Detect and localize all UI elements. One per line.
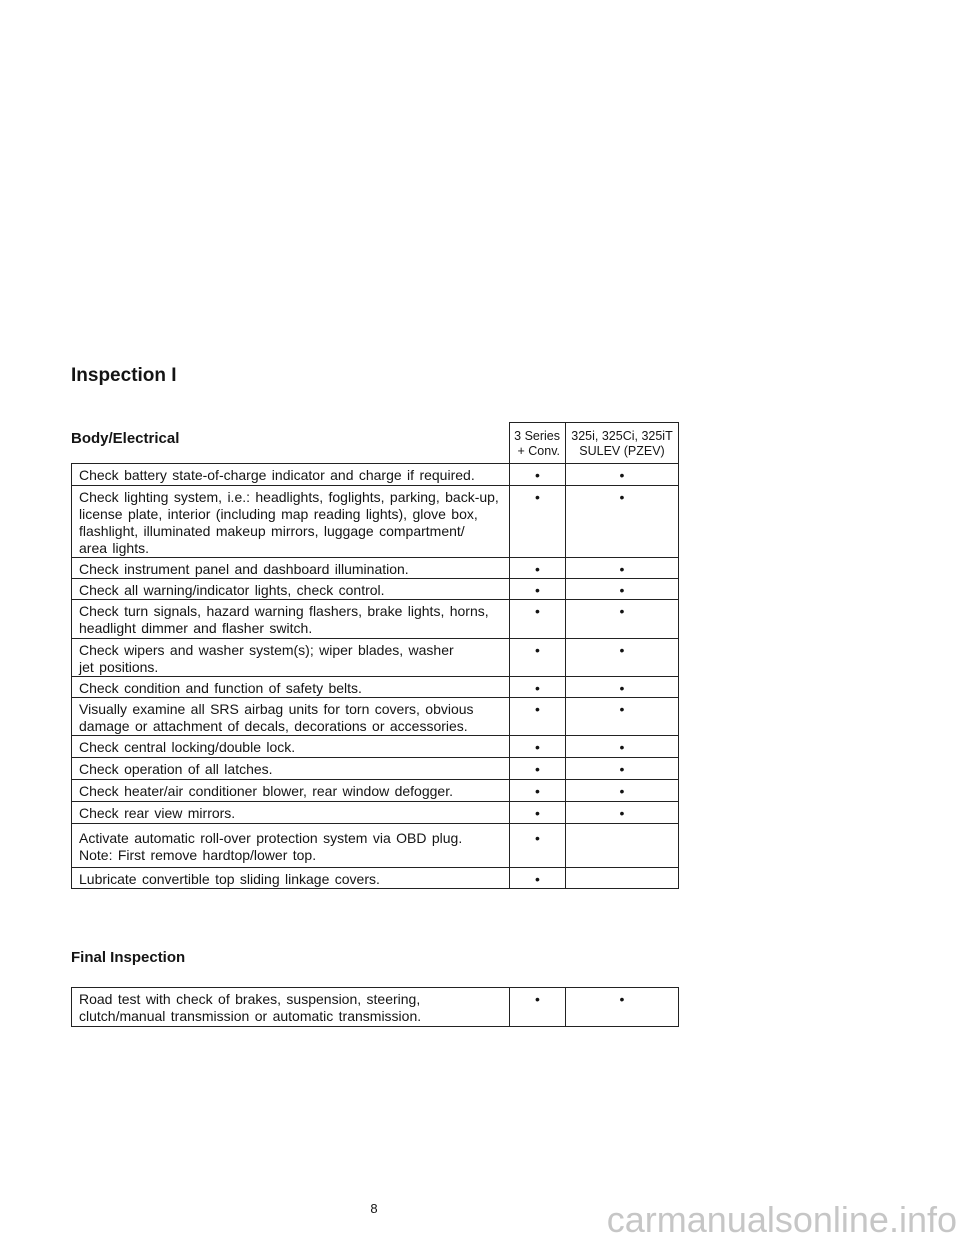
table-row bbox=[72, 824, 679, 868]
check-item-text: Check operation of all latches. bbox=[72, 758, 510, 780]
series3-mark: • bbox=[510, 780, 566, 802]
series3-mark: • bbox=[510, 579, 566, 600]
column-header-line: 3 Series bbox=[514, 429, 560, 443]
sulev-mark: • bbox=[566, 780, 679, 802]
column-header-line: SULEV (PZEV) bbox=[579, 444, 665, 458]
check-item-text: Check battery state-of-charge indicator and charge if required. bbox=[72, 464, 510, 486]
check-item-text: Check all warning/indicator lights, check control. bbox=[72, 579, 510, 600]
sulev-mark bbox=[566, 824, 679, 868]
series3-mark: • bbox=[510, 677, 566, 698]
page-title: Inspection I bbox=[71, 365, 177, 386]
sulev-mark: • bbox=[566, 677, 679, 698]
sulev-mark: • bbox=[566, 558, 679, 579]
series3-mark: • bbox=[510, 558, 566, 579]
check-item-text: Check condition and function of safety belts. bbox=[72, 677, 510, 698]
body-electrical-table bbox=[71, 463, 679, 889]
column-header-box bbox=[509, 422, 679, 463]
table-row bbox=[72, 758, 679, 780]
table-row bbox=[72, 639, 679, 677]
column-header-3-series bbox=[510, 423, 566, 463]
table-row bbox=[72, 579, 679, 600]
check-item-text: Check lighting system, i.e.: headlights, foglights, parking, back-up, license plate, interior (including map reading lights), glove box, flashlight, illuminated makeup mirrors, luggage compartment/ area lights. bbox=[72, 486, 510, 558]
sulev-mark: • bbox=[566, 639, 679, 677]
final-inspection-table bbox=[71, 987, 679, 1027]
watermark: carmanualsonline.info bbox=[606, 1199, 957, 1240]
check-item-text: Check turn signals, hazard warning flashers, brake lights, horns, headlight dimmer and flasher switch. bbox=[72, 600, 510, 639]
series3-mark: • bbox=[510, 639, 566, 677]
sulev-mark: • bbox=[566, 464, 679, 486]
column-header-line: 325i, 325Ci, 325iT bbox=[571, 429, 673, 443]
check-item-text: Visually examine all SRS airbag units for torn covers, obvious damage or attachment of decals, decorations or accessories. bbox=[72, 698, 510, 736]
series3-mark: • bbox=[510, 464, 566, 486]
check-item-text: Activate automatic roll-over protection system via OBD plug. Note: First remove hardtop/lower top. bbox=[72, 824, 510, 868]
column-header-sulev bbox=[566, 423, 679, 463]
series3-mark: • bbox=[510, 736, 566, 758]
check-item-text: Road test with check of brakes, suspension, steering, clutch/manual transmission or automatic transmission. bbox=[72, 988, 510, 1027]
series3-mark: • bbox=[510, 486, 566, 558]
sulev-mark: • bbox=[566, 698, 679, 736]
table-row bbox=[72, 868, 679, 889]
table-row bbox=[72, 600, 679, 639]
column-header-line: + Conv. bbox=[517, 444, 560, 458]
page-number: 8 bbox=[370, 1201, 378, 1216]
check-item-text: Check rear view mirrors. bbox=[72, 802, 510, 824]
series3-mark: • bbox=[510, 802, 566, 824]
sulev-mark: • bbox=[566, 579, 679, 600]
check-item-text: Check heater/air conditioner blower, rear window defogger. bbox=[72, 780, 510, 802]
sulev-mark: • bbox=[566, 802, 679, 824]
series3-mark: • bbox=[510, 868, 566, 889]
series3-mark: • bbox=[510, 758, 566, 780]
series3-mark: • bbox=[510, 600, 566, 639]
table-row bbox=[72, 736, 679, 758]
sulev-mark: • bbox=[566, 988, 679, 1027]
section-heading-final-inspection: Final Inspection bbox=[71, 949, 186, 966]
table-row bbox=[72, 988, 679, 1027]
series3-mark: • bbox=[510, 988, 566, 1027]
sulev-mark bbox=[566, 868, 679, 889]
table-row bbox=[72, 780, 679, 802]
table-row bbox=[72, 677, 679, 698]
series3-mark: • bbox=[510, 698, 566, 736]
table-row bbox=[72, 698, 679, 736]
table-row bbox=[72, 464, 679, 486]
sulev-mark: • bbox=[566, 486, 679, 558]
sulev-mark: • bbox=[566, 758, 679, 780]
check-item-text: Check wipers and washer system(s); wiper blades, washer jet positions. bbox=[72, 639, 510, 677]
sulev-mark: • bbox=[566, 600, 679, 639]
table-row bbox=[72, 486, 679, 558]
section-heading-body-electrical: Body/Electrical bbox=[71, 430, 180, 447]
series3-mark: • bbox=[510, 824, 566, 868]
table-row bbox=[72, 558, 679, 579]
check-item-text: Lubricate convertible top sliding linkage covers. bbox=[72, 868, 510, 889]
check-item-text: Check central locking/double lock. bbox=[72, 736, 510, 758]
sulev-mark: • bbox=[566, 736, 679, 758]
check-item-text: Check instrument panel and dashboard illumination. bbox=[72, 558, 510, 579]
table-row bbox=[72, 802, 679, 824]
